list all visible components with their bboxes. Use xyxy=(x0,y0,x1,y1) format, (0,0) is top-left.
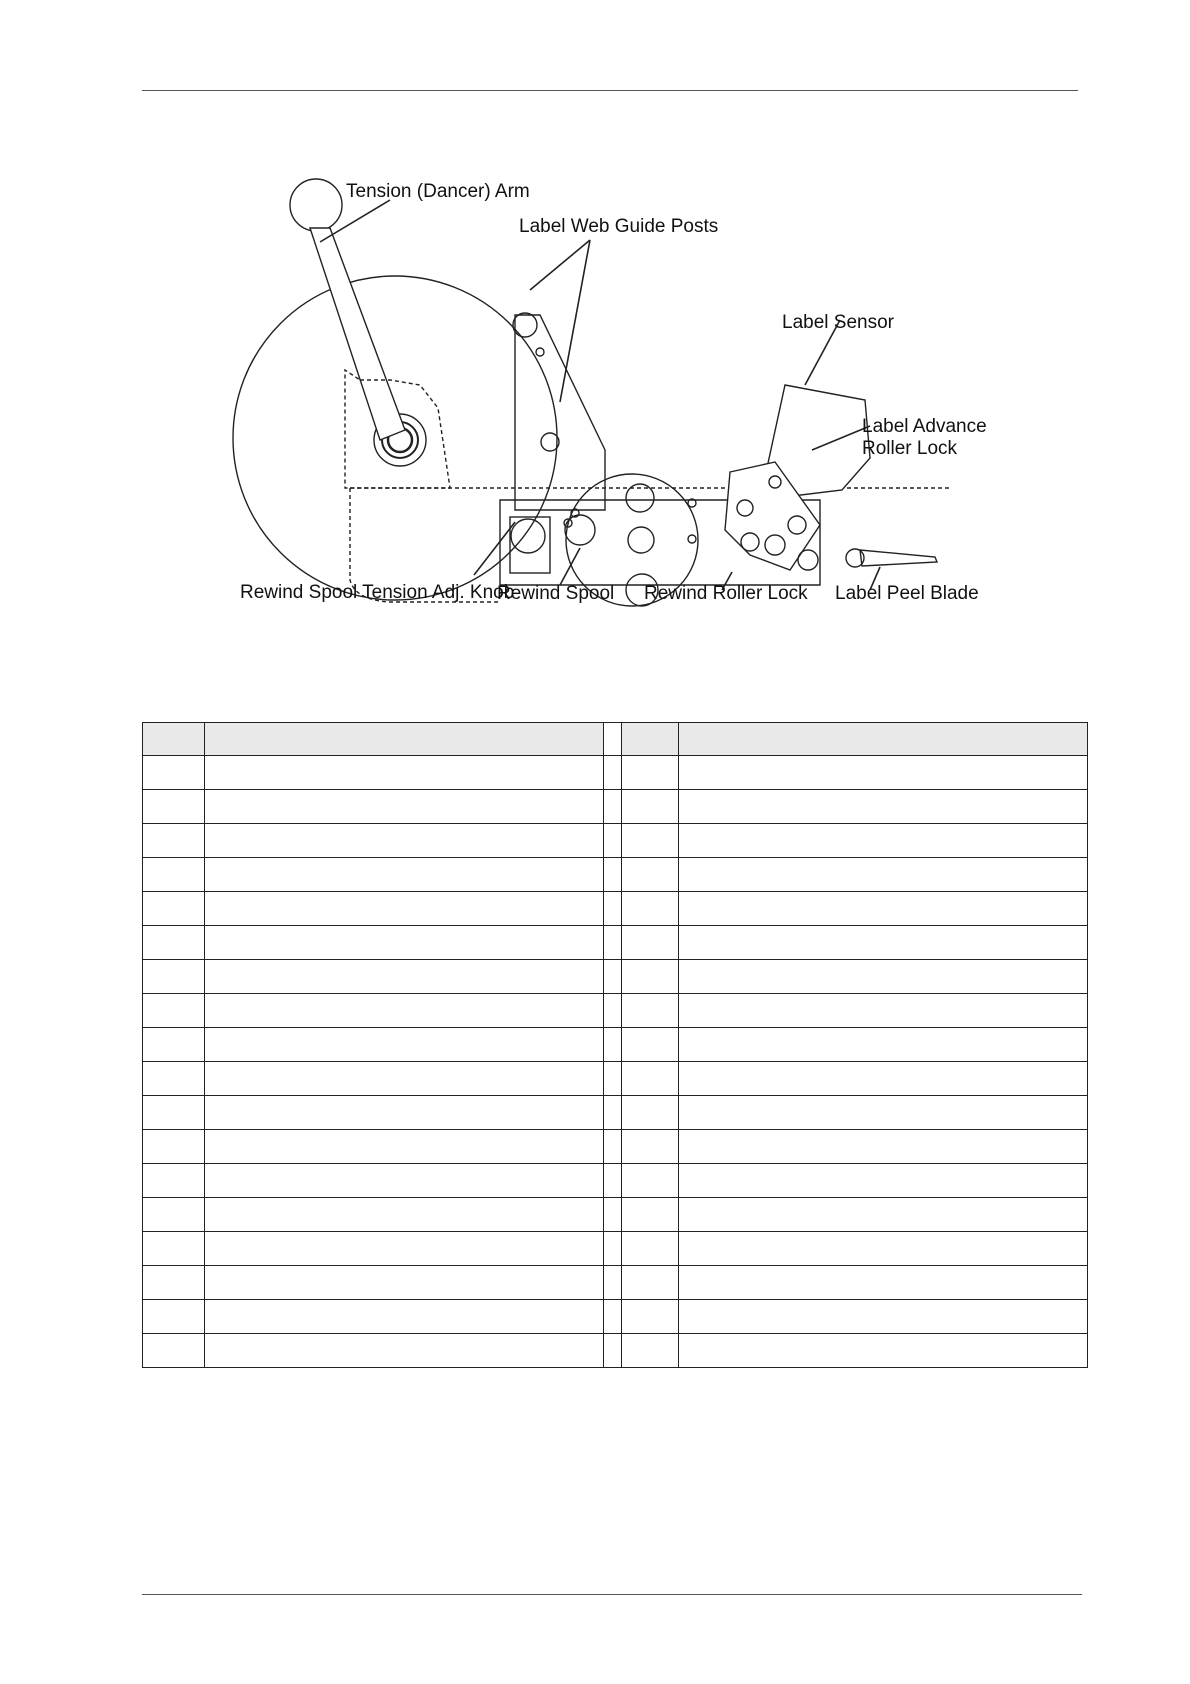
table-cell xyxy=(622,858,679,892)
table-cell xyxy=(679,892,1088,926)
table-cell xyxy=(205,1164,604,1198)
table-cell xyxy=(143,1028,205,1062)
parts-table-body xyxy=(143,756,1088,1368)
callout-rewind-roller-lock: Rewind Roller Lock xyxy=(644,583,808,604)
table-cell xyxy=(205,1096,604,1130)
table-cell xyxy=(143,1232,205,1266)
table-cell xyxy=(143,1096,205,1130)
table-cell xyxy=(604,1028,622,1062)
callout-advance-lock-1: Label Advance xyxy=(862,416,987,437)
table-cell xyxy=(205,1028,604,1062)
table-cell xyxy=(604,1300,622,1334)
table-cell xyxy=(205,1266,604,1300)
callout-guide-posts: Label Web Guide Posts xyxy=(519,216,719,237)
table-cell xyxy=(679,960,1088,994)
table-cell xyxy=(622,1164,679,1198)
table-cell xyxy=(604,858,622,892)
table-cell xyxy=(205,1062,604,1096)
table-cell xyxy=(143,858,205,892)
table-cell xyxy=(143,1266,205,1300)
table-cell xyxy=(679,926,1088,960)
table-cell xyxy=(679,1266,1088,1300)
table-cell xyxy=(604,1062,622,1096)
table-cell xyxy=(679,790,1088,824)
table-cell xyxy=(622,1266,679,1300)
table-cell xyxy=(143,790,205,824)
table-cell xyxy=(679,1028,1088,1062)
table-cell xyxy=(604,1266,622,1300)
table-cell xyxy=(679,1300,1088,1334)
table-cell xyxy=(622,926,679,960)
table-cell xyxy=(143,1062,205,1096)
callout-advance-lock-2: Roller Lock xyxy=(862,438,958,459)
table-cell xyxy=(143,892,205,926)
table-cell xyxy=(622,790,679,824)
table-cell xyxy=(679,994,1088,1028)
table-cell xyxy=(679,858,1088,892)
label-rewinder-diagram xyxy=(230,170,1060,650)
table-cell xyxy=(205,1232,604,1266)
table-cell xyxy=(205,892,604,926)
table-row xyxy=(143,1130,1088,1164)
table-cell xyxy=(205,1300,604,1334)
table-cell xyxy=(622,1334,679,1368)
table-cell xyxy=(205,824,604,858)
table-cell xyxy=(604,960,622,994)
label-web-guide-posts xyxy=(513,313,605,510)
table-cell xyxy=(205,1334,604,1368)
table-cell xyxy=(143,994,205,1028)
table-cell xyxy=(622,1028,679,1062)
parts-table xyxy=(142,722,1088,1368)
table-cell xyxy=(679,1334,1088,1368)
table-cell xyxy=(143,1300,205,1334)
table-row xyxy=(143,1164,1088,1198)
table-row xyxy=(143,1062,1088,1096)
table-cell xyxy=(604,1164,622,1198)
table-cell xyxy=(604,1198,622,1232)
table-cell xyxy=(143,1198,205,1232)
table-cell xyxy=(143,1130,205,1164)
table-cell xyxy=(143,926,205,960)
table-row xyxy=(143,1028,1088,1062)
table-cell xyxy=(205,790,604,824)
table-cell xyxy=(143,1164,205,1198)
header-cell xyxy=(622,723,679,756)
table-cell xyxy=(205,994,604,1028)
table-cell xyxy=(205,926,604,960)
table-row xyxy=(143,1266,1088,1300)
table-row xyxy=(143,1300,1088,1334)
table-cell xyxy=(604,1096,622,1130)
callout-tension-arm: Tension (Dancer) Arm xyxy=(346,181,530,202)
table-cell xyxy=(205,1198,604,1232)
header-cell xyxy=(604,723,622,756)
table-cell xyxy=(622,1062,679,1096)
callout-tension-knob: Rewind Spool Tension Adj. Knob xyxy=(240,582,515,603)
table-cell xyxy=(205,858,604,892)
table-cell xyxy=(604,994,622,1028)
table-row xyxy=(143,1096,1088,1130)
parts-table-header xyxy=(143,723,1088,756)
table-row xyxy=(143,892,1088,926)
table-cell xyxy=(622,1096,679,1130)
table-cell xyxy=(679,1164,1088,1198)
header-cell xyxy=(205,723,604,756)
table-cell xyxy=(622,994,679,1028)
table-cell xyxy=(205,756,604,790)
table-cell xyxy=(622,960,679,994)
table-cell xyxy=(622,1198,679,1232)
table-cell xyxy=(679,824,1088,858)
header-cell xyxy=(143,723,205,756)
table-cell xyxy=(679,1096,1088,1130)
table-cell xyxy=(679,1062,1088,1096)
table-row xyxy=(143,1198,1088,1232)
table-row xyxy=(143,858,1088,892)
table-row xyxy=(143,960,1088,994)
table-cell xyxy=(622,1300,679,1334)
table-cell xyxy=(205,960,604,994)
table-cell xyxy=(679,1232,1088,1266)
table-cell xyxy=(143,756,205,790)
table-cell xyxy=(622,756,679,790)
table-cell xyxy=(604,1232,622,1266)
table-row xyxy=(143,756,1088,790)
footer-rule xyxy=(142,1594,1082,1595)
table-cell xyxy=(143,824,205,858)
table-row xyxy=(143,790,1088,824)
table-cell xyxy=(604,1130,622,1164)
callout-label-sensor: Label Sensor xyxy=(782,312,894,333)
callout-peel-blade: Label Peel Blade xyxy=(835,583,979,604)
table-row xyxy=(143,1232,1088,1266)
header-rule xyxy=(142,90,1078,91)
table-cell xyxy=(604,1334,622,1368)
table-row xyxy=(143,1334,1088,1368)
label-sensor-assembly xyxy=(688,385,937,570)
table-cell xyxy=(143,960,205,994)
tension-arm xyxy=(290,179,405,440)
table-cell xyxy=(604,824,622,858)
table-cell xyxy=(679,1198,1088,1232)
table-cell xyxy=(622,1232,679,1266)
table-cell xyxy=(604,756,622,790)
label-roll xyxy=(233,276,557,600)
header-cell xyxy=(679,723,1088,756)
table-cell xyxy=(143,1334,205,1368)
table-row xyxy=(143,824,1088,858)
table-cell xyxy=(679,1130,1088,1164)
table-cell xyxy=(604,926,622,960)
table-cell xyxy=(205,1130,604,1164)
table-cell xyxy=(604,892,622,926)
table-cell xyxy=(622,892,679,926)
table-row xyxy=(143,926,1088,960)
table-cell xyxy=(622,1130,679,1164)
table-row xyxy=(143,994,1088,1028)
table-cell xyxy=(679,756,1088,790)
callout-rewind-spool: Rewind Spool xyxy=(497,583,615,604)
table-cell xyxy=(622,824,679,858)
table-cell xyxy=(604,790,622,824)
